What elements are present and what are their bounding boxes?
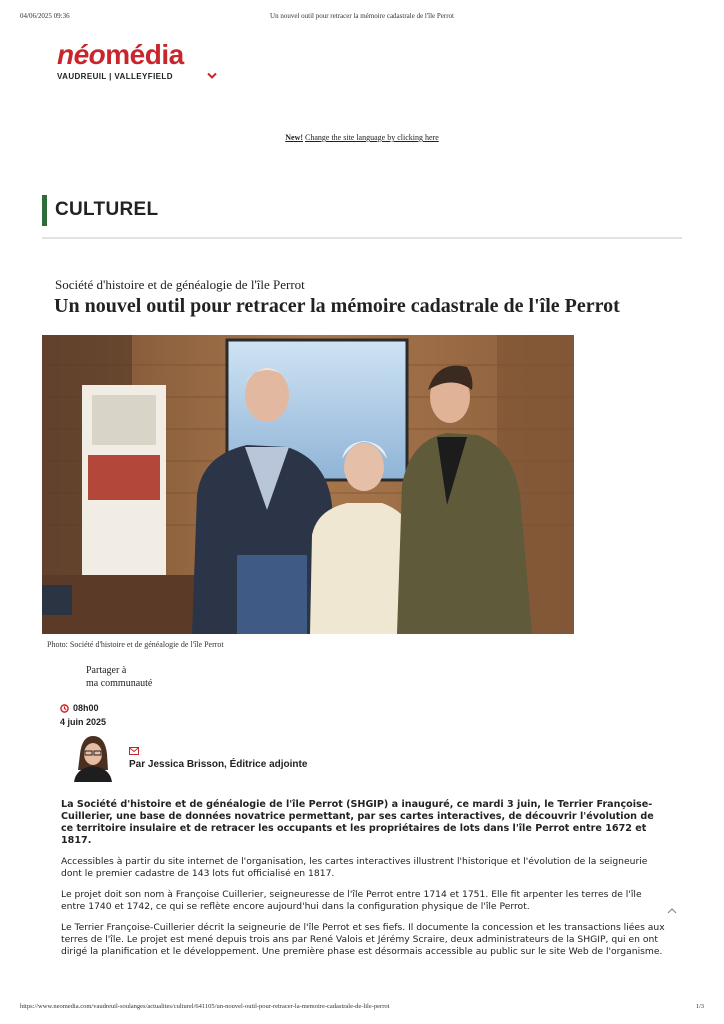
publish-time (60, 703, 99, 713)
article-paragraph: Le projet doit son nom à Françoise Cuillerier, seigneuresse de l'île Perrot entre 1714 et 1751. Elle fit arpenter les terres de l'île entre 1740 et 1742, ce qui se reflète encore aujourd'hui dans la configuration physique de l'île Perrot. (61, 889, 642, 912)
clock-icon (60, 704, 69, 713)
publish-date: 4 juin 2025 (60, 717, 107, 727)
change-language-link[interactable]: Change the site language by clicking here (305, 133, 439, 142)
photo-illustration (42, 335, 574, 634)
logo-word-part2: média (105, 39, 184, 70)
section-title: CULTUREL (55, 199, 159, 220)
article-paragraph: Le Terrier Françoise-Cuillerier décrit la seigneurie de l'île Perrot et ses fiefs. Il documente la concession et les transactions liées aux terres de l'île. Le projet est mené depuis trois ans par René Valois et Jérémy Scraire, deux administrateurs de la SHGIP, qui en ont dirigé la planification et le développement. Une première phase est désormais accessible au public sur le site Web de l'organisme. (61, 922, 665, 957)
section-accent-bar (42, 195, 47, 226)
share-label-line1: Partager à (86, 665, 127, 676)
print-url: https://www.neomedia.com/vaudreuil-soulanges/actualites/culturel/641105/un-nouvel-outil-pour-retracer-la-memoire-cadastrale-de-lile-perrot (20, 1003, 390, 1010)
section-divider (42, 237, 682, 239)
language-note (0, 133, 724, 142)
site-logo[interactable] (57, 40, 184, 81)
article-kicker: Société d'histoire et de généalogie de l'île Perrot (55, 277, 305, 292)
publish-time-text: 08h00 (73, 703, 99, 713)
author-byline: Par Jessica Brisson, Éditrice adjointe (129, 759, 308, 770)
article-lead-paragraph: La Société d'histoire et de généalogie de l'île Perrot (SHGIP) a inauguré, ce mardi 3 juin, le Terrier Françoise-Cuillerier, une base de données novatrice permettant, par ses cartes interactives, de découvrir l'évolution de ce territoire insulaire et de retracer les occupants et les propriétaires de lots dans l'île Perrot entre 1672 et 1817. (61, 799, 654, 846)
share-label-line2: ma communauté (86, 678, 153, 689)
author-avatar (70, 734, 116, 782)
logo-word-part1: néo (57, 39, 106, 70)
mail-icon[interactable] (129, 747, 139, 755)
print-datetime: 04/06/2025 09:36 (20, 12, 70, 20)
logo-region: VAUDREUIL | VALLEYFIELD (57, 72, 173, 81)
logo-wordmark (57, 40, 184, 70)
language-note-prefix: New! (285, 133, 304, 142)
article-body (61, 799, 666, 967)
print-page-title: Un nouvel outil pour retracer la mémoire cadastrale de l'île Perrot (270, 12, 454, 20)
print-footer (20, 1003, 704, 1010)
article-photo (42, 335, 574, 634)
print-page-number: 1/3 (695, 1003, 704, 1010)
article-paragraph: Accessibles à partir du site internet de l'organisation, les cartes interactives illustrent l'historique et l'évolution de la seigneurie dont le premier cadastre de 143 lots fut officialisé en 1817. (61, 856, 648, 879)
share-button[interactable] (86, 664, 152, 690)
chevron-up-icon[interactable] (667, 907, 677, 915)
photo-caption: Photo: Société d'histoire et de généalogie de l'île Perrot (47, 640, 224, 649)
article-headline: Un nouvel outil pour retracer la mémoire cadastrale de l'île Perrot (54, 295, 620, 317)
chevron-down-icon[interactable] (207, 72, 217, 80)
